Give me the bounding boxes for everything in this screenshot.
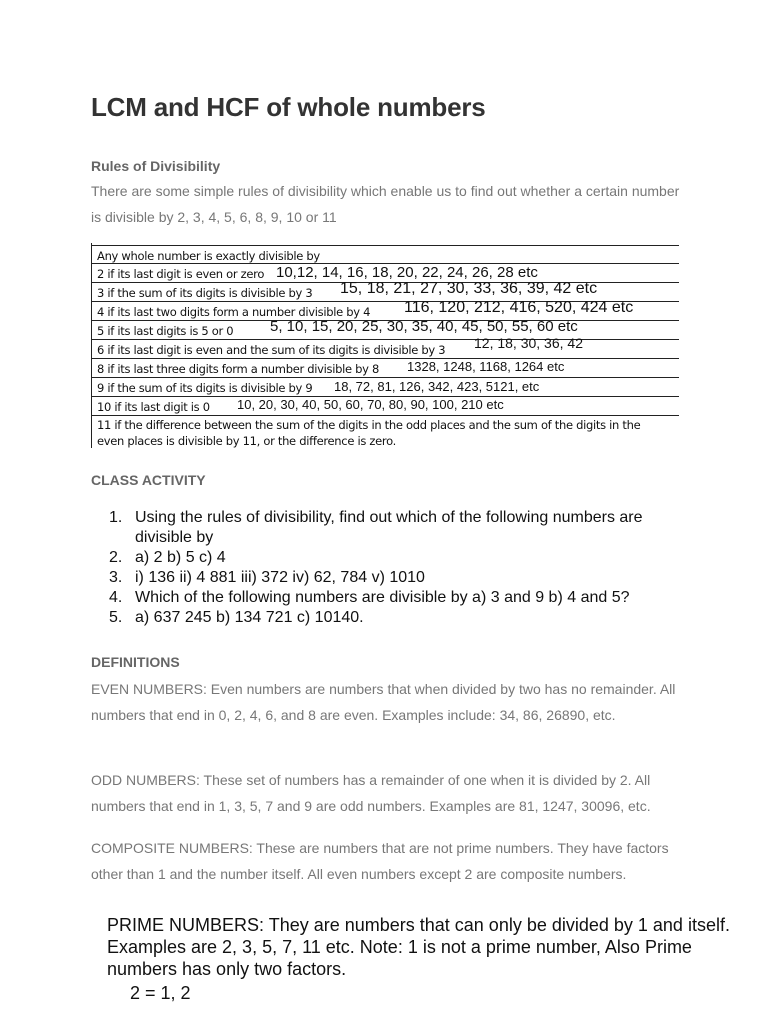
odd-numbers-definition: ODD NUMBERS: These set of numbers has a remainder of one when it is divided by 2. All numbers that end in 1, 3, 5, 7 and 9 are odd numbers. Examples are 81, 1247, 30096, etc. — [91, 772, 651, 814]
table-row — [91, 396, 679, 416]
activity-heading: CLASS ACTIVITY — [91, 472, 206, 488]
activity-list — [91, 508, 691, 628]
rule-text: 5 if its last digits is 5 or 0 — [97, 324, 234, 338]
composite-numbers-definition: COMPOSITE NUMBERS: These are numbers that are not prime numbers. They have factors other than 1 and the number itself. All even numbers except 2 are composite numbers. — [91, 840, 669, 882]
list-text: Which of the following numbers are divisible by a) 3 and 9 b) 4 and 5? — [135, 589, 630, 606]
rule-examples: 18, 72, 81, 126, 342, 423, 5121, etc — [334, 379, 540, 394]
table-row — [91, 415, 679, 448]
list-number: 4. — [109, 589, 123, 606]
even-numbers-definition: EVEN NUMBERS: Even numbers are numbers that when divided by two has no remainder. All numbers that end in 0, 2, 4, 6, and 8 are even. Examples include: 34, 86, 26890, etc. — [91, 681, 676, 723]
rule-text: 6 if its last digit is even and the sum of its digits is divisible by 3 — [97, 343, 446, 357]
rule-examples: 15, 18, 21, 27, 30, 33, 36, 39, 42 etc — [340, 280, 598, 297]
rule-examples: 5, 10, 15, 20, 25, 30, 35, 40, 45, 50, 55, 60 etc — [270, 318, 578, 335]
divisibility-table — [91, 243, 679, 448]
rule-examples: 1328, 1248, 1168, 1264 etc — [407, 359, 565, 374]
rule-text: 8 if its last three digits form a number divisible by 8 — [97, 362, 380, 376]
rule-text: 2 if its last digit is even or zero — [97, 267, 265, 281]
list-text: a) 637 245 b) 134 721 c) 10140. — [135, 609, 364, 626]
rule-examples: 12, 18, 30, 36, 42 — [474, 335, 583, 351]
list-text: a) 2 b) 5 c) 4 — [135, 549, 226, 566]
rules-intro: There are some simple rules of divisibility which enable us to find out whether a certain number is divisible by 2, 3, 4, 5, 6, 8, 9, 10 or 11 — [91, 183, 680, 225]
definitions-heading: DEFINITIONS — [91, 654, 180, 670]
rule-text: 4 if its last two digits form a number divisible by 4 — [97, 305, 371, 319]
list-item — [91, 588, 691, 608]
prime-example: 2 = 1, 2 — [130, 983, 191, 1003]
rule-examples: 10, 20, 30, 40, 50, 60, 70, 80, 90, 100, 210 etc — [237, 397, 504, 412]
rule-text: 10 if its last digit is 0 — [97, 400, 210, 414]
table-row — [91, 358, 679, 378]
rule-text: even places is divisible by 11, or the difference is zero. — [97, 434, 396, 448]
table-row — [91, 335, 679, 359]
rule-examples: 116, 120, 212, 416, 520, 424 etc — [404, 299, 634, 316]
rule-examples: 10,12, 14, 16, 18, 20, 22, 24, 26, 28 etc — [276, 264, 538, 281]
page-title: LCM and HCF of whole numbers — [91, 92, 486, 122]
table-row — [91, 377, 679, 397]
list-number: 3. — [109, 569, 123, 586]
table-header-row — [91, 245, 679, 264]
list-item — [91, 508, 691, 548]
rule-text: 9 if the sum of its digits is divisible by 9 — [97, 381, 313, 395]
list-item — [91, 548, 691, 568]
list-number: 5. — [109, 609, 123, 626]
list-number: 2. — [109, 549, 123, 566]
rules-heading: Rules of Divisibility — [91, 158, 221, 174]
list-item — [91, 568, 691, 588]
prime-numbers-definition: PRIME NUMBERS: They are numbers that can only be divided by 1 and itself. Examples are 2, 3, 5, 7, 11 etc. Note: 1 is not a prime number, Also Prime numbers has only two factors. — [107, 915, 730, 979]
list-number: 1. — [109, 509, 123, 526]
rule-text: 3 if the sum of its digits is divisible by 3 — [97, 286, 313, 300]
rule-text: 11 if the difference between the sum of the digits in the odd places and the sum of the digits in the — [97, 418, 641, 432]
list-item — [91, 608, 691, 628]
list-text: i) 136 ii) 4 881 iii) 372 iv) 62, 784 v) 1010 — [135, 569, 425, 586]
table-header: Any whole number is exactly divisible by — [97, 249, 320, 263]
list-text: Using the rules of divisibility, find out which of the following numbers are divisible by — [135, 509, 643, 546]
table-row — [91, 320, 679, 340]
